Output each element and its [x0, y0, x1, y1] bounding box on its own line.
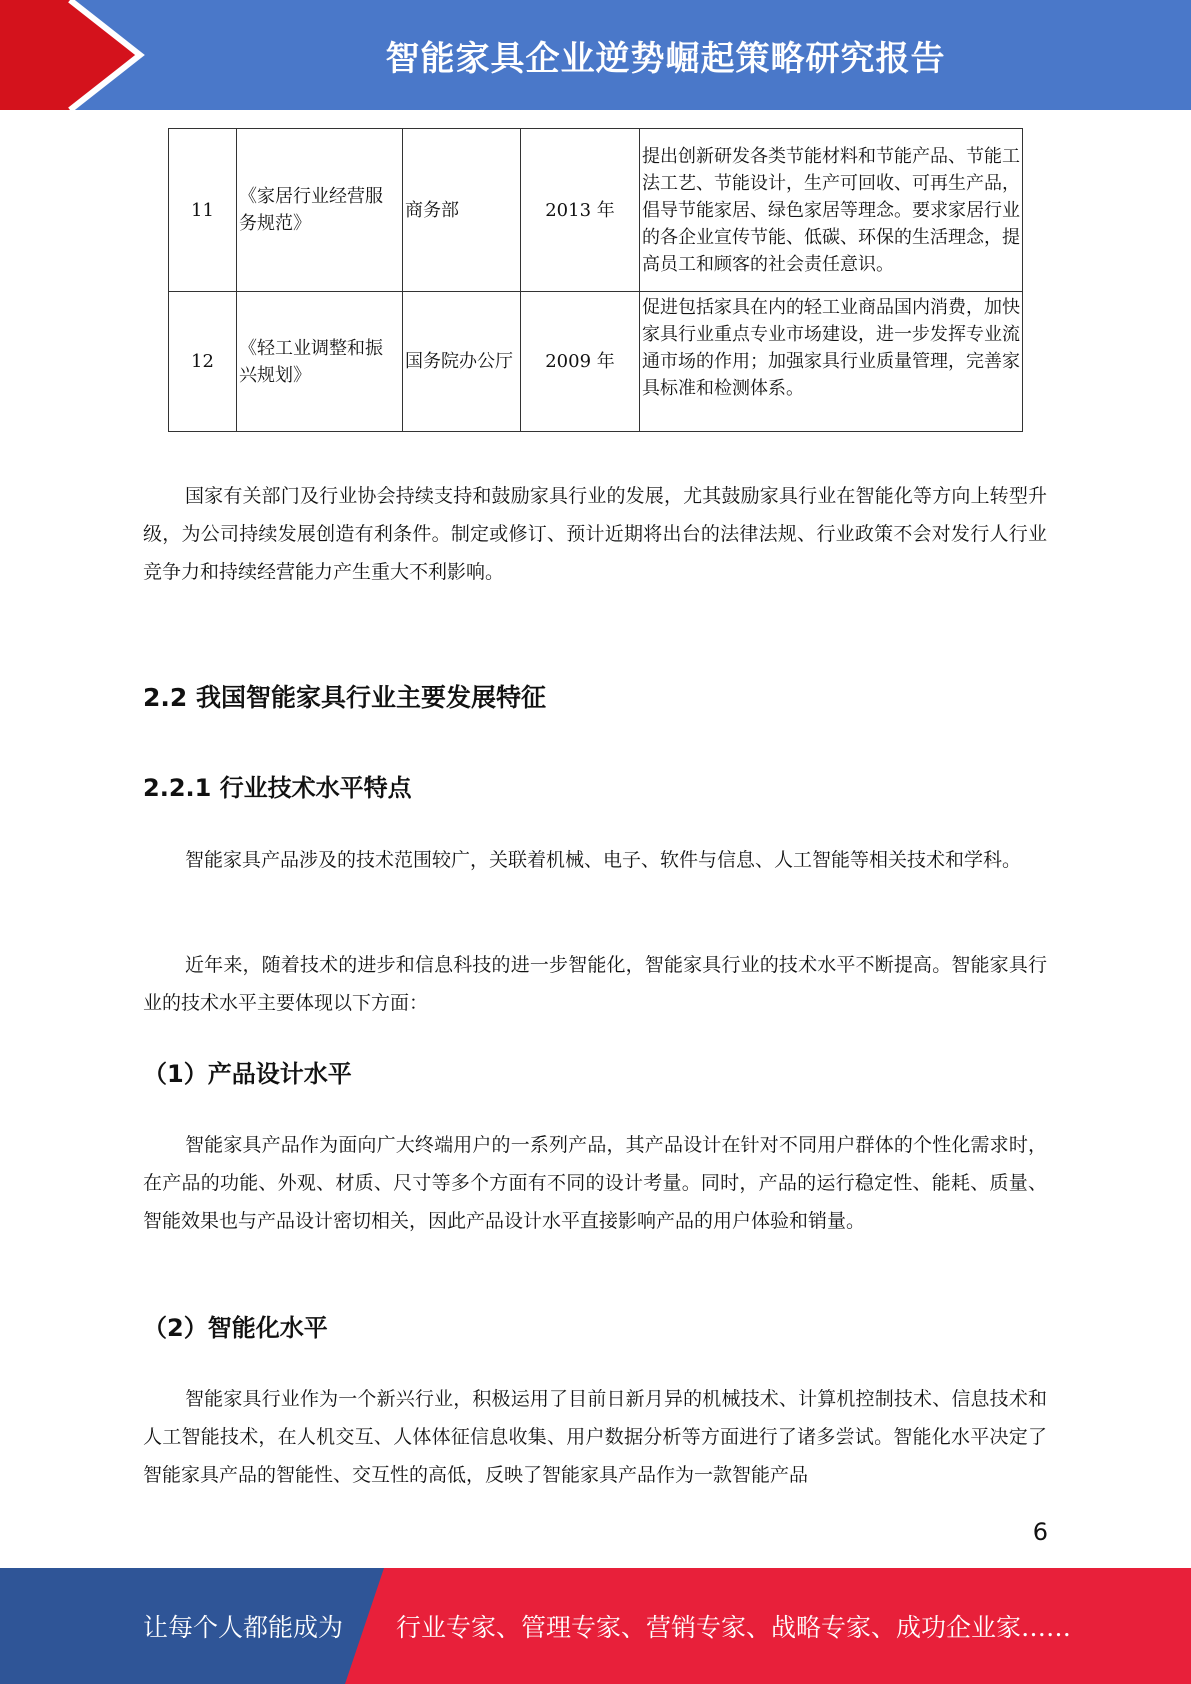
- report-title: 智能家具企业逆势崛起策略研究报告: [385, 38, 946, 79]
- paragraph-tech-scope: 智能家具产品涉及的技术范围较广，关联着机械、电子、软件与信息、人工智能等相关技术和学科。: [185, 849, 1022, 871]
- table-cell-no: 11: [169, 129, 237, 292]
- table-cell-dept: 国务院办公厅: [403, 292, 521, 432]
- table-cell-content: 促进包括家具在内的轻工业商品国内消费，加快家具行业重点专业市场建设，进一步发挥专业流通市场的作用；加强家具行业质量管理，完善家具标准和检测体系。: [640, 292, 1023, 432]
- table-row: [169, 129, 1023, 292]
- table-cell-year: 2013 年: [521, 129, 640, 292]
- policy-table: [168, 128, 1023, 432]
- paragraph-tech-level: 近年来，随着技术的进步和信息科技的进一步智能化，智能家具行业的技术水平不断提高。智能家具行业的技术水平主要体现以下方面：: [143, 954, 1047, 1014]
- footer-slogan-right: 行业专家、管理专家、营销专家、战略专家、成功企业家……: [396, 1613, 1072, 1642]
- paragraph-intelligence: 智能家具行业作为一个新兴行业，积极运用了目前日新月异的机械技术、计算机控制技术、信息技术和人工智能技术，在人机交互、人体体征信息收集、用户数据分析等方面进行了诸多尝试。智能化水平决定了智能家具产品的智能性、交互性的高低，反映了智能家具产品作为一款智能产品: [143, 1388, 1047, 1486]
- section-heading-2-2: 2.2 我国智能家具行业主要发展特征: [143, 683, 546, 712]
- footer-banner: [0, 1568, 1191, 1684]
- table-cell-content: 提出创新研发各类节能材料和节能产品、节能工法工艺、节能设计，生产可回收、可再生产品，倡导节能家居、绿色家居等理念。要求家居行业的各企业宣传节能、低碳、环保的生活理念，提高员工和顾客的社会责任意识。: [640, 129, 1023, 292]
- page-number: 6: [1032, 1518, 1048, 1546]
- footer-slogan-left: 让每个人都能成为: [143, 1613, 344, 1642]
- paragraph-product-design: 智能家具产品作为面向广大终端用户的一系列产品，其产品设计在针对不同用户群体的个性化需求时，在产品的功能、外观、材质、尺寸等多个方面有不同的设计考量。同时，产品的运行稳定性、能耗、质量、智能效果也与产品设计密切相关，因此产品设计水平直接影响产品的用户体验和销量。: [143, 1134, 1047, 1232]
- table-row: [169, 292, 1023, 432]
- table-cell-no: 12: [169, 292, 237, 432]
- table-cell-year: 2009 年: [521, 292, 640, 432]
- header-banner: [0, 0, 1191, 110]
- subheading-intelligence: （2）智能化水平: [143, 1314, 328, 1342]
- table-cell-name: 《轻工业调整和振兴规划》: [237, 292, 403, 432]
- table-cell-dept: 商务部: [403, 129, 521, 292]
- subheading-product-design: （1）产品设计水平: [143, 1060, 352, 1088]
- section-heading-2-2-1: 2.2.1 行业技术水平特点: [143, 774, 412, 802]
- table-cell-name: 《家居行业经营服务规范》: [237, 129, 403, 292]
- paragraph-policy-summary: 国家有关部门及行业协会持续支持和鼓励家具行业的发展，尤其鼓励家具行业在智能化等方向上转型升级，为公司持续发展创造有利条件。制定或修订、预计近期将出台的法律法规、行业政策不会对发行人行业竞争力和持续经营能力产生重大不利影响。: [143, 485, 1047, 583]
